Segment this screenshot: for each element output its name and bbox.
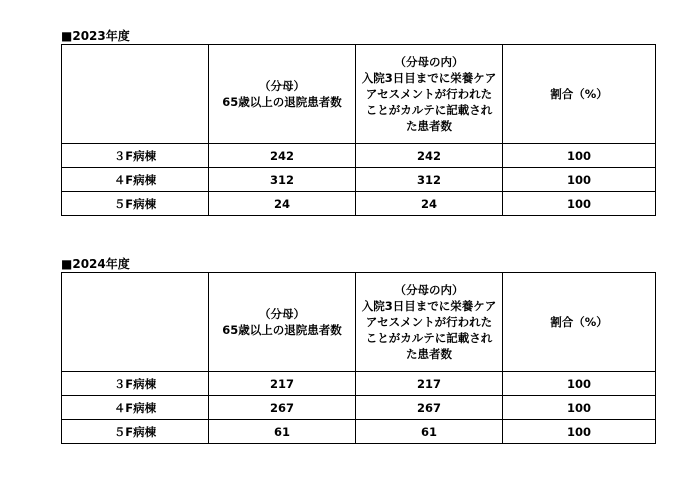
header-cell-numerator: （分母の内） 入院3日目までに栄養ケア アセスメントが行われた ことがカルテに記載され た患者数: [356, 45, 503, 144]
ratio-cell: 100: [503, 372, 656, 396]
numerator-cell: 242: [356, 144, 503, 168]
table-row: [62, 372, 656, 396]
ward-cell: ４F病棟: [62, 396, 209, 420]
numerator-cell: 24: [356, 192, 503, 216]
header-cell-blank: [62, 273, 209, 372]
section-title: ■2023年度: [61, 29, 130, 43]
header-cell-ratio: 割合（%）: [503, 273, 656, 372]
ratio-cell: 100: [503, 144, 656, 168]
numerator-cell: 61: [356, 420, 503, 444]
ward-cell: ３F病棟: [62, 372, 209, 396]
table-row: [62, 420, 656, 444]
header-row: [62, 273, 656, 372]
ward-cell: ５F病棟: [62, 192, 209, 216]
ratio-cell: 100: [503, 420, 656, 444]
section-2023: [61, 28, 655, 216]
denominator-cell: 217: [209, 372, 356, 396]
table-row: [62, 144, 656, 168]
numerator-cell: 312: [356, 168, 503, 192]
header-cell-denominator: （分母） 65歳以上の退院患者数: [209, 273, 356, 372]
ratio-cell: 100: [503, 192, 656, 216]
stats-table: [61, 44, 656, 216]
ratio-cell: 100: [503, 168, 656, 192]
table-row: [62, 192, 656, 216]
section-2024: [61, 256, 655, 444]
ratio-cell: 100: [503, 396, 656, 420]
table-row: [62, 396, 656, 420]
denominator-cell: 24: [209, 192, 356, 216]
header-row: [62, 45, 656, 144]
ward-cell: ５F病棟: [62, 420, 209, 444]
denominator-cell: 267: [209, 396, 356, 420]
ward-cell: ４F病棟: [62, 168, 209, 192]
header-cell-blank: [62, 45, 209, 144]
stats-table: [61, 272, 656, 444]
table-row: [62, 168, 656, 192]
denominator-cell: 242: [209, 144, 356, 168]
header-cell-denominator: （分母） 65歳以上の退院患者数: [209, 45, 356, 144]
denominator-cell: 312: [209, 168, 356, 192]
header-cell-numerator: （分母の内） 入院3日目までに栄養ケア アセスメントが行われた ことがカルテに記載され た患者数: [356, 273, 503, 372]
denominator-cell: 61: [209, 420, 356, 444]
numerator-cell: 267: [356, 396, 503, 420]
section-title: ■2024年度: [61, 257, 130, 271]
header-cell-ratio: 割合（%）: [503, 45, 656, 144]
ward-cell: ３F病棟: [62, 144, 209, 168]
numerator-cell: 217: [356, 372, 503, 396]
